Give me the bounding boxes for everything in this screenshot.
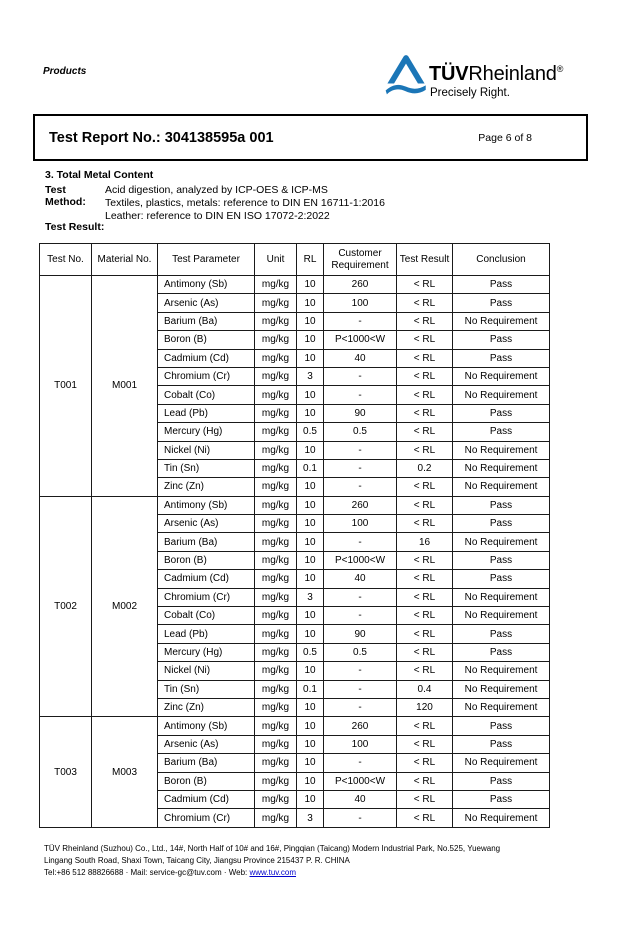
section-heading: 3. Total Metal Content [45, 169, 154, 181]
result-cell: < RL [397, 404, 453, 422]
result-cell: < RL [397, 772, 453, 790]
rl-cell: 10 [297, 754, 324, 772]
result-cell: < RL [397, 588, 453, 606]
parameter-cell: Boron (B) [158, 551, 255, 569]
conclusion-cell: Pass [453, 735, 550, 753]
parameter-cell: Barium (Ba) [158, 754, 255, 772]
unit-cell: mg/kg [255, 772, 297, 790]
parameter-cell: Cadmium (Cd) [158, 349, 255, 367]
unit-cell: mg/kg [255, 680, 297, 698]
parameter-cell: Antimony (Sb) [158, 717, 255, 735]
parameter-cell: Zinc (Zn) [158, 698, 255, 716]
logo-tuv: TÜV [429, 63, 469, 85]
conclusion-cell: No Requirement [453, 478, 550, 496]
parameter-cell: Chromium (Cr) [158, 809, 255, 827]
result-cell: < RL [397, 367, 453, 385]
material-no-cell: M001 [92, 276, 158, 497]
logo-wordmark [429, 63, 563, 86]
parameter-cell: Chromium (Cr) [158, 367, 255, 385]
footer-address-line: Lingang South Road, Shaxi Town, Taicang City, Jiangsu Province 215437 P. R. CHINA [44, 856, 350, 865]
conclusion-cell: No Requirement [453, 386, 550, 404]
unit-cell: mg/kg [255, 643, 297, 661]
unit-cell: mg/kg [255, 662, 297, 680]
parameter-cell: Boron (B) [158, 772, 255, 790]
rl-cell: 10 [297, 515, 324, 533]
result-cell: < RL [397, 515, 453, 533]
material-no-cell: M002 [92, 496, 158, 717]
conclusion-cell: No Requirement [453, 662, 550, 680]
requirement-cell: 0.5 [324, 423, 397, 441]
rl-cell: 10 [297, 294, 324, 312]
conclusion-cell: Pass [453, 349, 550, 367]
result-cell: < RL [397, 625, 453, 643]
result-cell: < RL [397, 331, 453, 349]
conclusion-cell: Pass [453, 790, 550, 808]
requirement-cell: 100 [324, 735, 397, 753]
requirement-cell: 40 [324, 790, 397, 808]
test-result-table [39, 243, 550, 828]
requirement-cell: - [324, 698, 397, 716]
logo-tagline: Precisely Right. [430, 87, 510, 99]
requirement-cell: - [324, 588, 397, 606]
parameter-cell: Nickel (Ni) [158, 662, 255, 680]
result-cell: < RL [397, 754, 453, 772]
requirement-cell: - [324, 367, 397, 385]
conclusion-cell: Pass [453, 570, 550, 588]
unit-cell: mg/kg [255, 809, 297, 827]
conclusion-cell: Pass [453, 625, 550, 643]
test-method-label: Test Method: [45, 184, 86, 208]
unit-cell: mg/kg [255, 717, 297, 735]
unit-cell: mg/kg [255, 735, 297, 753]
conclusion-cell: Pass [453, 423, 550, 441]
rl-cell: 10 [297, 790, 324, 808]
result-cell: 16 [397, 533, 453, 551]
tuv-website-link[interactable]: www.tuv.com [249, 868, 297, 877]
conclusion-cell: Pass [453, 515, 550, 533]
requirement-cell: - [324, 754, 397, 772]
requirement-cell: - [324, 662, 397, 680]
conclusion-cell: No Requirement [453, 754, 550, 772]
unit-cell: mg/kg [255, 312, 297, 330]
conclusion-cell: No Requirement [453, 588, 550, 606]
result-cell: < RL [397, 349, 453, 367]
rl-cell: 0.1 [297, 680, 324, 698]
requirement-cell: - [324, 607, 397, 625]
page-indicator: Page 6 of 8 [478, 131, 532, 144]
unit-cell: mg/kg [255, 496, 297, 514]
parameter-cell: Tin (Sn) [158, 680, 255, 698]
conclusion-cell: No Requirement [453, 809, 550, 827]
unit-cell: mg/kg [255, 754, 297, 772]
rl-cell: 10 [297, 607, 324, 625]
requirement-cell: 260 [324, 717, 397, 735]
col-header-customer-requirement: Customer Requirement [324, 244, 397, 276]
parameter-cell: Antimony (Sb) [158, 276, 255, 294]
tuv-rheinland-logo [385, 53, 590, 105]
parameter-cell: Tin (Sn) [158, 459, 255, 477]
parameter-cell: Barium (Ba) [158, 533, 255, 551]
test-method-line: Leather: reference to DIN EN ISO 17072-2:2022 [105, 210, 330, 223]
unit-cell: mg/kg [255, 790, 297, 808]
unit-cell: mg/kg [255, 331, 297, 349]
rl-cell: 10 [297, 404, 324, 422]
rl-cell: 10 [297, 772, 324, 790]
rl-cell: 0.5 [297, 423, 324, 441]
table-row [40, 496, 550, 514]
col-header-test-no: Test No. [40, 244, 92, 276]
requirement-cell: 90 [324, 625, 397, 643]
result-cell: < RL [397, 809, 453, 827]
conclusion-cell: Pass [453, 643, 550, 661]
requirement-cell: 100 [324, 515, 397, 533]
conclusion-cell: Pass [453, 331, 550, 349]
conclusion-cell: No Requirement [453, 459, 550, 477]
parameter-cell: Chromium (Cr) [158, 588, 255, 606]
col-header-conclusion: Conclusion [453, 244, 550, 276]
parameter-cell: Arsenic (As) [158, 515, 255, 533]
parameter-cell: Antimony (Sb) [158, 496, 255, 514]
rl-cell: 3 [297, 367, 324, 385]
result-cell: < RL [397, 717, 453, 735]
unit-cell: mg/kg [255, 607, 297, 625]
conclusion-cell: Pass [453, 551, 550, 569]
report-title: Test Report No.: 304138595a 001 [49, 129, 274, 146]
result-cell: < RL [397, 294, 453, 312]
conclusion-cell: Pass [453, 717, 550, 735]
unit-cell: mg/kg [255, 367, 297, 385]
rl-cell: 0.1 [297, 459, 324, 477]
conclusion-cell: No Requirement [453, 367, 550, 385]
requirement-cell: - [324, 312, 397, 330]
unit-cell: mg/kg [255, 625, 297, 643]
requirement-cell: 90 [324, 404, 397, 422]
parameter-cell: Cadmium (Cd) [158, 570, 255, 588]
result-cell: < RL [397, 735, 453, 753]
parameter-cell: Zinc (Zn) [158, 478, 255, 496]
requirement-cell: - [324, 459, 397, 477]
test-method-lines [105, 184, 385, 224]
products-label: Products [43, 66, 87, 77]
rl-cell: 10 [297, 276, 324, 294]
parameter-cell: Cadmium (Cd) [158, 790, 255, 808]
col-header-unit: Unit [255, 244, 297, 276]
rl-cell: 10 [297, 441, 324, 459]
result-cell: < RL [397, 496, 453, 514]
rl-cell: 10 [297, 717, 324, 735]
requirement-cell: - [324, 533, 397, 551]
unit-cell: mg/kg [255, 551, 297, 569]
table-row [40, 717, 550, 735]
parameter-cell: Cobalt (Co) [158, 386, 255, 404]
result-cell: < RL [397, 643, 453, 661]
result-cell: < RL [397, 790, 453, 808]
result-cell: < RL [397, 607, 453, 625]
conclusion-cell: No Requirement [453, 312, 550, 330]
unit-cell: mg/kg [255, 588, 297, 606]
requirement-cell: - [324, 441, 397, 459]
rl-cell: 10 [297, 662, 324, 680]
result-cell: 120 [397, 698, 453, 716]
test-no-cell: T003 [40, 717, 92, 827]
conclusion-cell: No Requirement [453, 441, 550, 459]
conclusion-cell: Pass [453, 496, 550, 514]
parameter-cell: Boron (B) [158, 331, 255, 349]
report-title-box [33, 114, 588, 161]
rl-cell: 10 [297, 570, 324, 588]
test-no-cell: T002 [40, 496, 92, 717]
result-cell: < RL [397, 423, 453, 441]
conclusion-cell: Pass [453, 404, 550, 422]
conclusion-cell: No Requirement [453, 698, 550, 716]
result-cell: < RL [397, 551, 453, 569]
parameter-cell: Nickel (Ni) [158, 441, 255, 459]
col-header-test-result: Test Result [397, 244, 453, 276]
tuv-triangle-icon [385, 54, 427, 99]
rl-cell: 3 [297, 809, 324, 827]
unit-cell: mg/kg [255, 276, 297, 294]
unit-cell: mg/kg [255, 294, 297, 312]
unit-cell: mg/kg [255, 386, 297, 404]
requirement-cell: 100 [324, 294, 397, 312]
rl-cell: 10 [297, 496, 324, 514]
test-method-block [45, 184, 385, 224]
rl-cell: 10 [297, 331, 324, 349]
unit-cell: mg/kg [255, 478, 297, 496]
test-result-table-body [40, 276, 550, 828]
unit-cell: mg/kg [255, 349, 297, 367]
requirement-cell: - [324, 809, 397, 827]
material-no-cell: M003 [92, 717, 158, 827]
unit-cell: mg/kg [255, 441, 297, 459]
table-header-row [40, 244, 550, 276]
registered-mark-icon: ® [556, 64, 564, 74]
conclusion-cell: No Requirement [453, 533, 550, 551]
requirement-cell: - [324, 680, 397, 698]
parameter-cell: Mercury (Hg) [158, 423, 255, 441]
unit-cell: mg/kg [255, 533, 297, 551]
col-header-test-parameter: Test Parameter [158, 244, 255, 276]
unit-cell: mg/kg [255, 423, 297, 441]
rl-cell: 10 [297, 312, 324, 330]
test-method-line: Acid digestion, analyzed by ICP-OES & ICP-MS [105, 184, 328, 196]
rl-cell: 10 [297, 735, 324, 753]
rl-cell: 10 [297, 551, 324, 569]
logo-rheinland: Rheinland [468, 63, 557, 85]
rl-cell: 10 [297, 386, 324, 404]
requirement-cell: P<1000<W [324, 331, 397, 349]
requirement-cell: - [324, 478, 397, 496]
result-cell: < RL [397, 662, 453, 680]
table-row [40, 276, 550, 294]
footer-contact-line [44, 867, 549, 879]
result-cell: < RL [397, 441, 453, 459]
rl-cell: 10 [297, 533, 324, 551]
requirement-cell: 0.5 [324, 643, 397, 661]
requirement-cell: 260 [324, 496, 397, 514]
unit-cell: mg/kg [255, 459, 297, 477]
rl-cell: 10 [297, 478, 324, 496]
result-cell: < RL [397, 570, 453, 588]
rl-cell: 3 [297, 588, 324, 606]
footer [44, 843, 549, 879]
conclusion-cell: No Requirement [453, 607, 550, 625]
parameter-cell: Arsenic (As) [158, 294, 255, 312]
col-header-material-no: Material No. [92, 244, 158, 276]
rl-cell: 10 [297, 698, 324, 716]
requirement-cell: 260 [324, 276, 397, 294]
parameter-cell: Cobalt (Co) [158, 607, 255, 625]
requirement-cell: P<1000<W [324, 772, 397, 790]
conclusion-cell: Pass [453, 294, 550, 312]
unit-cell: mg/kg [255, 698, 297, 716]
parameter-cell: Lead (Pb) [158, 404, 255, 422]
footer-contact-text: Tel:+86 512 88826688 · Mail: service-gc@tuv.com · Web: [44, 868, 250, 877]
rl-cell: 10 [297, 349, 324, 367]
conclusion-cell: Pass [453, 276, 550, 294]
result-cell: < RL [397, 478, 453, 496]
result-cell: < RL [397, 386, 453, 404]
test-no-cell: T001 [40, 276, 92, 497]
requirement-cell: - [324, 386, 397, 404]
parameter-cell: Arsenic (As) [158, 735, 255, 753]
rl-cell: 10 [297, 625, 324, 643]
result-cell: 0.4 [397, 680, 453, 698]
parameter-cell: Lead (Pb) [158, 625, 255, 643]
unit-cell: mg/kg [255, 515, 297, 533]
unit-cell: mg/kg [255, 404, 297, 422]
parameter-cell: Mercury (Hg) [158, 643, 255, 661]
rl-cell: 0.5 [297, 643, 324, 661]
requirement-cell: 40 [324, 570, 397, 588]
result-cell: 0.2 [397, 459, 453, 477]
requirement-cell: 40 [324, 349, 397, 367]
unit-cell: mg/kg [255, 570, 297, 588]
test-method-line: Textiles, plastics, metals: reference to DIN EN 16711-1:2016 [105, 197, 385, 210]
footer-address-line: TÜV Rheinland (Suzhou) Co., Ltd., 14#, North Half of 10# and 16#, Pingqian (Taicang) Modern Industrial Park, No.525, Yuewang [44, 844, 501, 853]
test-result-label: Test Result: [45, 221, 105, 233]
parameter-cell: Barium (Ba) [158, 312, 255, 330]
conclusion-cell: Pass [453, 772, 550, 790]
result-cell: < RL [397, 312, 453, 330]
col-header-rl: RL [297, 244, 324, 276]
result-cell: < RL [397, 276, 453, 294]
requirement-cell: P<1000<W [324, 551, 397, 569]
conclusion-cell: No Requirement [453, 680, 550, 698]
